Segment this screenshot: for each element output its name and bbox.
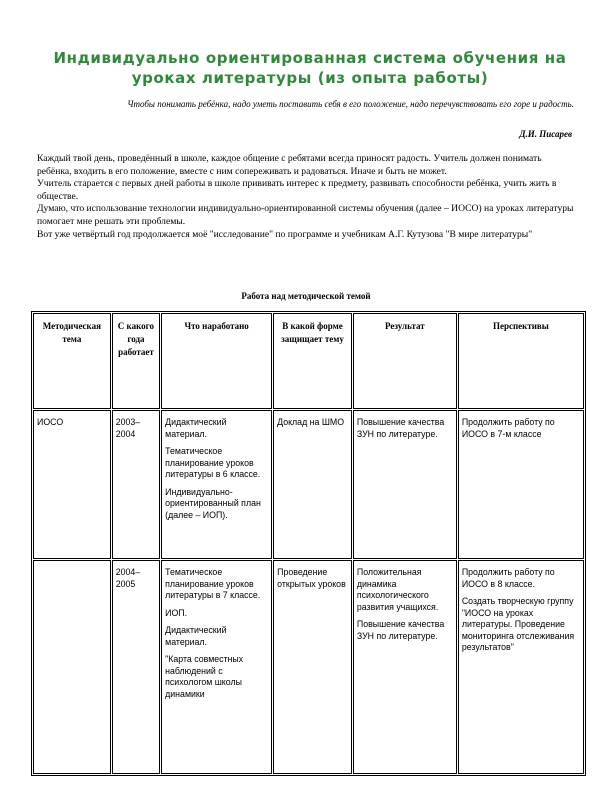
- cell-theme: ИОСО: [33, 410, 111, 559]
- table-caption: Работа над методической темой: [241, 291, 371, 301]
- cell-line: Повышение качества ЗУН по литературе.: [356, 619, 445, 641]
- cell-line: Тематическое планирование уроков литературы в 6 классе.: [165, 446, 261, 479]
- cell-done: [161, 560, 272, 774]
- methodical-work-table: [31, 311, 586, 776]
- cell-prospects: [458, 560, 584, 774]
- intro-paragraph: Каждый твой день, проведённый в школе, каждое общение с ребятами всегда приносят радость. Учитель должен понимать ребёнка, входить в его положение, вместе с ним сопереживать и радоваться. Иначе и быть не может.: [37, 153, 542, 177]
- header-done: Что наработано: [161, 313, 272, 409]
- cell-line: Создать творческую группу "ИОСО на уроках литературы. Проведение мониторинга отслеживания результатов": [461, 596, 575, 652]
- header-form: В какой форме защищает тему: [273, 313, 352, 409]
- intro-paragraph: Вот уже четвёртый год продолжается моё "исследование" по программе и учебникам А.Г. Кутузова "В мире литературы": [37, 228, 533, 240]
- cell-theme: [33, 560, 111, 774]
- cell-line: ИОП.: [165, 607, 188, 618]
- intro-text: [37, 153, 577, 241]
- cell-line: Дидактический материал.: [165, 417, 227, 439]
- cell-line: Индивидуально-ориентированный план (далее – ИОП).: [165, 486, 261, 520]
- cell-line: Дидактический материал.: [165, 625, 227, 647]
- intro-paragraph: Учитель старается с первых дней работы в школе прививать интерес к предмету, развивать способности ребёнка, учить жить в обществе.: [37, 178, 557, 202]
- document-title: Индивидуально ориентированная система обучения на уроках литературы (из опыта работы): [53, 49, 567, 87]
- cell-line: Продолжить работу по ИОСО в 8 классе.: [461, 567, 555, 589]
- table-row: [33, 560, 584, 774]
- header-prospects: Перспективы: [458, 313, 584, 409]
- table-row: [33, 410, 584, 559]
- epigraph-author: Д.И. Писарев: [519, 129, 572, 139]
- cell-years: 2003–2004: [112, 410, 160, 559]
- header-years: С какого года работает: [112, 313, 160, 409]
- intro-paragraph: Думаю, что использование технологии индивидуально-ориентированной системы обучения (далее – ИОСО) на уроках литературы помогает мне решать эти проблемы.: [37, 203, 574, 227]
- header-theme: Методическая тема: [33, 313, 111, 409]
- cell-result: Повышение качества ЗУН по литературе.: [353, 410, 457, 559]
- cell-form: Доклад на ШМО: [273, 410, 352, 559]
- cell-line: Положительная динамика психологического развития учащихся.: [356, 567, 439, 612]
- cell-years: 2004–2005: [112, 560, 160, 774]
- cell-form: Проведение открытых уроков: [273, 560, 352, 774]
- cell-done: [161, 410, 272, 559]
- cell-line: "Карта совместных наблюдений с психологом школы динамики: [165, 654, 244, 699]
- cell-result: [353, 560, 457, 774]
- epigraph-quote: Чтобы понимать ребёнка, надо уметь поставить себя в его положение, надо перечувствовать его горе и радость.: [127, 99, 574, 109]
- table-header-row: [33, 313, 584, 409]
- cell-line: Тематическое планирование уроков литературы в 7 классе.: [165, 567, 261, 600]
- cell-prospects: Продолжить работу по ИОСО в 7-м классе: [458, 410, 584, 559]
- header-result: Результат: [353, 313, 457, 409]
